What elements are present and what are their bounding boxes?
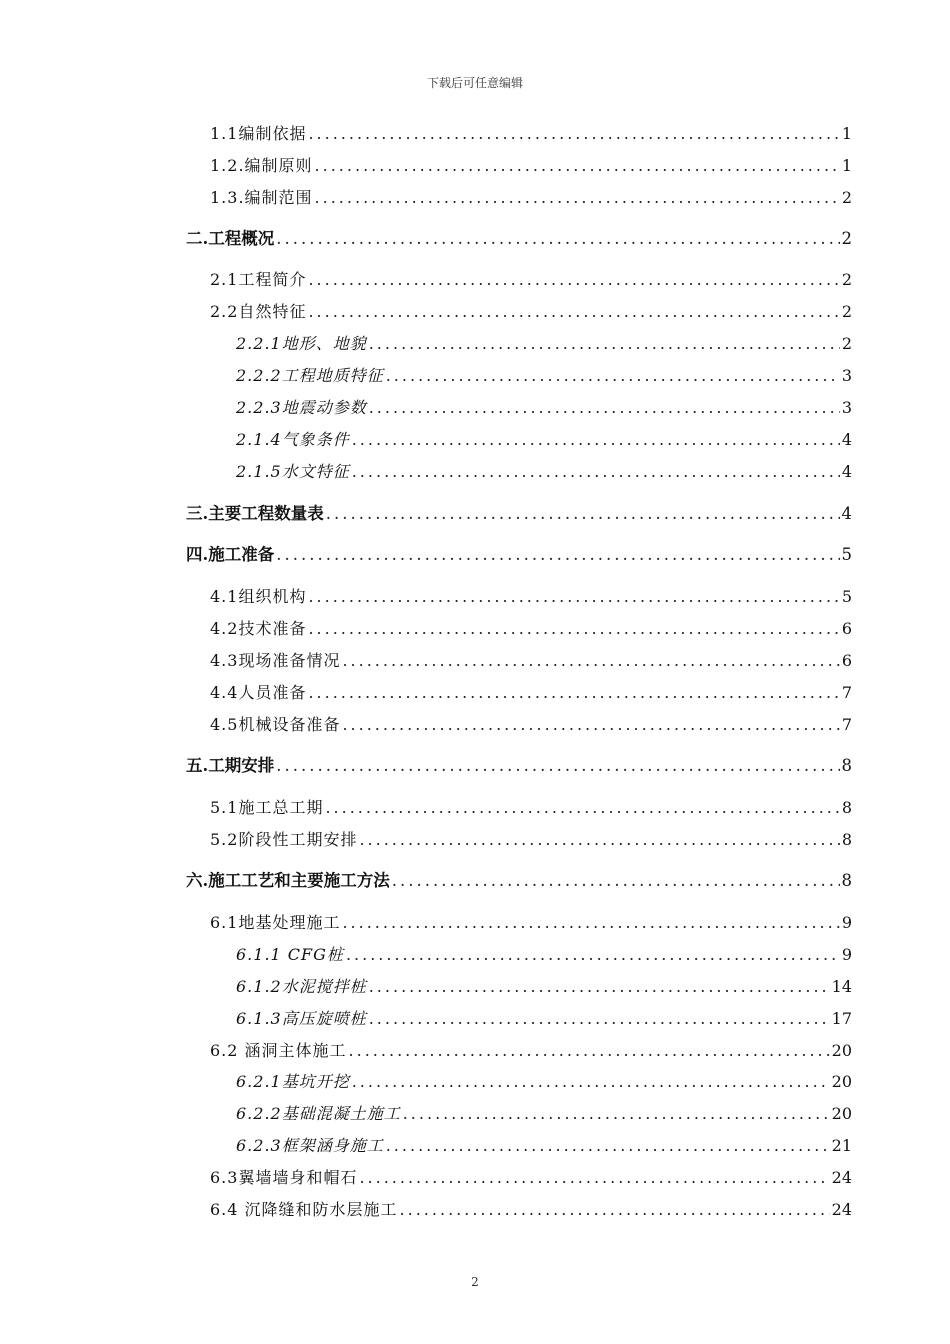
toc-chapter-page: 5 <box>841 545 852 564</box>
toc-subentry-page: 21 <box>831 1136 852 1155</box>
dot-leader <box>308 617 839 641</box>
dot-leader <box>352 460 840 484</box>
toc-entry-title: 1.2.编制原则 <box>210 156 313 175</box>
toc-entry[interactable] <box>210 1198 852 1222</box>
toc-entry-title: 6.4 沉降缝和防水层施工 <box>210 1200 398 1219</box>
toc-entry-title: 4.3现场准备情况 <box>210 651 341 670</box>
toc-chapter[interactable] <box>186 869 852 893</box>
toc-subentry[interactable] <box>236 943 852 967</box>
toc-entry-page: 8 <box>841 798 852 817</box>
toc-entry[interactable] <box>210 713 852 737</box>
dot-leader <box>315 154 840 178</box>
dot-leader <box>369 1007 830 1031</box>
toc-entry-title: 6.3翼墙墙身和帽石 <box>210 1168 358 1187</box>
toc-chapter-page: 2 <box>841 229 852 248</box>
toc-chapter-title: 六.施工工艺和主要施工方法 <box>186 871 390 890</box>
toc-entry-page: 9 <box>841 913 852 932</box>
dot-leader <box>403 1102 830 1126</box>
toc-chapter[interactable] <box>186 543 852 567</box>
toc-entry-title: 5.1施工总工期 <box>210 798 324 817</box>
dot-leader <box>359 1166 829 1190</box>
toc-subentry-title: 6.2.3框架涵身施工 <box>236 1136 384 1155</box>
toc-chapter-title: 四.施工准备 <box>186 545 275 564</box>
dot-leader <box>308 122 839 146</box>
dot-leader <box>325 796 839 820</box>
dot-leader <box>359 828 839 852</box>
dot-leader <box>342 713 839 737</box>
toc-entry-page: 24 <box>831 1200 852 1219</box>
dot-leader <box>369 975 830 999</box>
dot-leader <box>308 300 839 324</box>
toc-chapter-page: 8 <box>841 871 852 890</box>
dot-leader <box>400 1198 830 1222</box>
toc-entry-page: 1 <box>841 124 852 143</box>
toc-entry[interactable] <box>210 1166 852 1190</box>
dot-leader <box>308 681 839 705</box>
toc-subentry-title: 6.2.1基坑开挖 <box>236 1072 350 1091</box>
page-header: 下载后可任意编辑 <box>426 76 523 90</box>
toc-entry[interactable] <box>210 585 852 609</box>
toc-entry[interactable] <box>210 122 852 146</box>
toc-entry-title: 4.1组织机构 <box>210 587 307 606</box>
toc-subentry-page: 3 <box>841 398 852 417</box>
dot-leader <box>386 1134 830 1158</box>
toc-chapter-page: 4 <box>841 504 852 523</box>
toc-entry-page: 24 <box>831 1168 852 1187</box>
toc-entry[interactable] <box>210 300 852 324</box>
dot-leader <box>315 186 840 210</box>
toc-entry-page: 5 <box>841 587 852 606</box>
toc-subentry[interactable] <box>236 460 852 484</box>
toc-entry-title: 4.5机械设备准备 <box>210 715 341 734</box>
toc-subentry-page: 3 <box>841 366 852 385</box>
dot-leader <box>386 364 840 388</box>
toc-entry-page: 20 <box>831 1041 852 1060</box>
dot-leader <box>276 543 839 567</box>
toc-entry-page: 2 <box>841 270 852 289</box>
toc-entry-page: 6 <box>841 619 852 638</box>
toc-subentry-page: 14 <box>831 977 852 996</box>
toc-subentry-title: 2.1.5水文特征 <box>236 462 350 481</box>
dot-leader <box>308 268 839 292</box>
toc-entry[interactable] <box>210 154 852 178</box>
toc-entry-title: 1.1编制依据 <box>210 124 307 143</box>
toc-subentry-title: 6.1.2水泥搅拌桩 <box>236 977 367 996</box>
dot-leader <box>349 1039 830 1063</box>
toc-subentry-page: 4 <box>841 430 852 449</box>
toc-entry-page: 8 <box>841 830 852 849</box>
toc-subentry-page: 17 <box>831 1009 852 1028</box>
toc-entry[interactable] <box>210 186 852 210</box>
toc-entry-title: 4.4人员准备 <box>210 683 307 702</box>
toc-subentry-title: 2.1.4气象条件 <box>236 430 350 449</box>
toc-chapter[interactable] <box>186 502 852 526</box>
toc-entry-page: 2 <box>841 188 852 207</box>
toc-subentry-page: 2 <box>841 334 852 353</box>
dot-leader <box>352 1070 830 1094</box>
toc-entry-page: 6 <box>841 651 852 670</box>
dot-leader <box>276 227 839 251</box>
toc-subentry[interactable] <box>236 428 852 452</box>
toc-entry-title: 6.2 涵洞主体施工 <box>210 1041 347 1060</box>
toc-chapter-page: 8 <box>841 756 852 775</box>
toc-subentry-title: 2.2.3地震动参数 <box>236 398 367 417</box>
toc-entry[interactable] <box>210 911 852 935</box>
toc-entry-title: 2.2自然特征 <box>210 302 307 321</box>
dot-leader <box>342 911 839 935</box>
toc-entry[interactable] <box>210 1039 852 1063</box>
toc-chapter-title: 三.主要工程数量表 <box>186 504 324 523</box>
toc-entry-page: 1 <box>841 156 852 175</box>
dot-leader <box>342 649 839 673</box>
toc-subentry-page: 20 <box>831 1072 852 1091</box>
toc-subentry[interactable] <box>236 396 852 420</box>
toc-subentry[interactable] <box>236 1070 852 1094</box>
toc-entry[interactable] <box>210 268 852 292</box>
toc-subentry-page: 9 <box>841 945 852 964</box>
dot-leader <box>276 754 839 778</box>
toc-subentry[interactable] <box>236 975 852 999</box>
toc-subentry-title: 2.2.2工程地质特征 <box>236 366 384 385</box>
toc-entry-title: 6.1地基处理施工 <box>210 913 341 932</box>
toc-chapter-title: 二.工程概况 <box>186 229 275 248</box>
toc-chapter[interactable] <box>186 227 852 251</box>
toc-chapter[interactable] <box>186 754 852 778</box>
toc-subentry-page: 4 <box>841 462 852 481</box>
dot-leader <box>369 332 840 356</box>
toc-entry[interactable] <box>210 649 852 673</box>
dot-leader <box>392 869 840 893</box>
toc-subentry[interactable] <box>236 364 852 388</box>
toc-subentry[interactable] <box>236 332 852 356</box>
toc-entry[interactable] <box>210 681 852 705</box>
toc-entry-title: 4.2技术准备 <box>210 619 307 638</box>
dot-leader <box>308 585 839 609</box>
toc-entry-title: 1.3.编制范围 <box>210 188 313 207</box>
dot-leader <box>352 428 840 452</box>
page-number: 2 <box>471 1275 479 1289</box>
toc-subentry-title: 6.1.3高压旋喷桩 <box>236 1009 367 1028</box>
toc-subentry[interactable] <box>236 1007 852 1031</box>
toc-subentry-title: 6.1.1 CFG桩 <box>236 945 344 964</box>
dot-leader <box>326 502 840 526</box>
toc-entry[interactable] <box>210 796 852 820</box>
toc-subentry-title: 2.2.1地形、地貌 <box>236 334 367 353</box>
dot-leader <box>369 396 840 420</box>
toc-entry[interactable] <box>210 617 852 641</box>
toc-entry-page: 2 <box>841 302 852 321</box>
toc-entry[interactable] <box>210 828 852 852</box>
toc-entry-page: 7 <box>841 683 852 702</box>
toc-chapter-title: 五.工期安排 <box>186 756 275 775</box>
toc-subentry[interactable] <box>236 1134 852 1158</box>
toc-entry-page: 7 <box>841 715 852 734</box>
toc-subentry[interactable] <box>236 1102 852 1126</box>
toc-entry-title: 5.2阶段性工期安排 <box>210 830 358 849</box>
dot-leader <box>346 943 840 967</box>
toc-entry-title: 2.1工程简介 <box>210 270 307 289</box>
toc-subentry-title: 6.2.2基础混凝土施工 <box>236 1104 401 1123</box>
toc-subentry-page: 20 <box>831 1104 852 1123</box>
